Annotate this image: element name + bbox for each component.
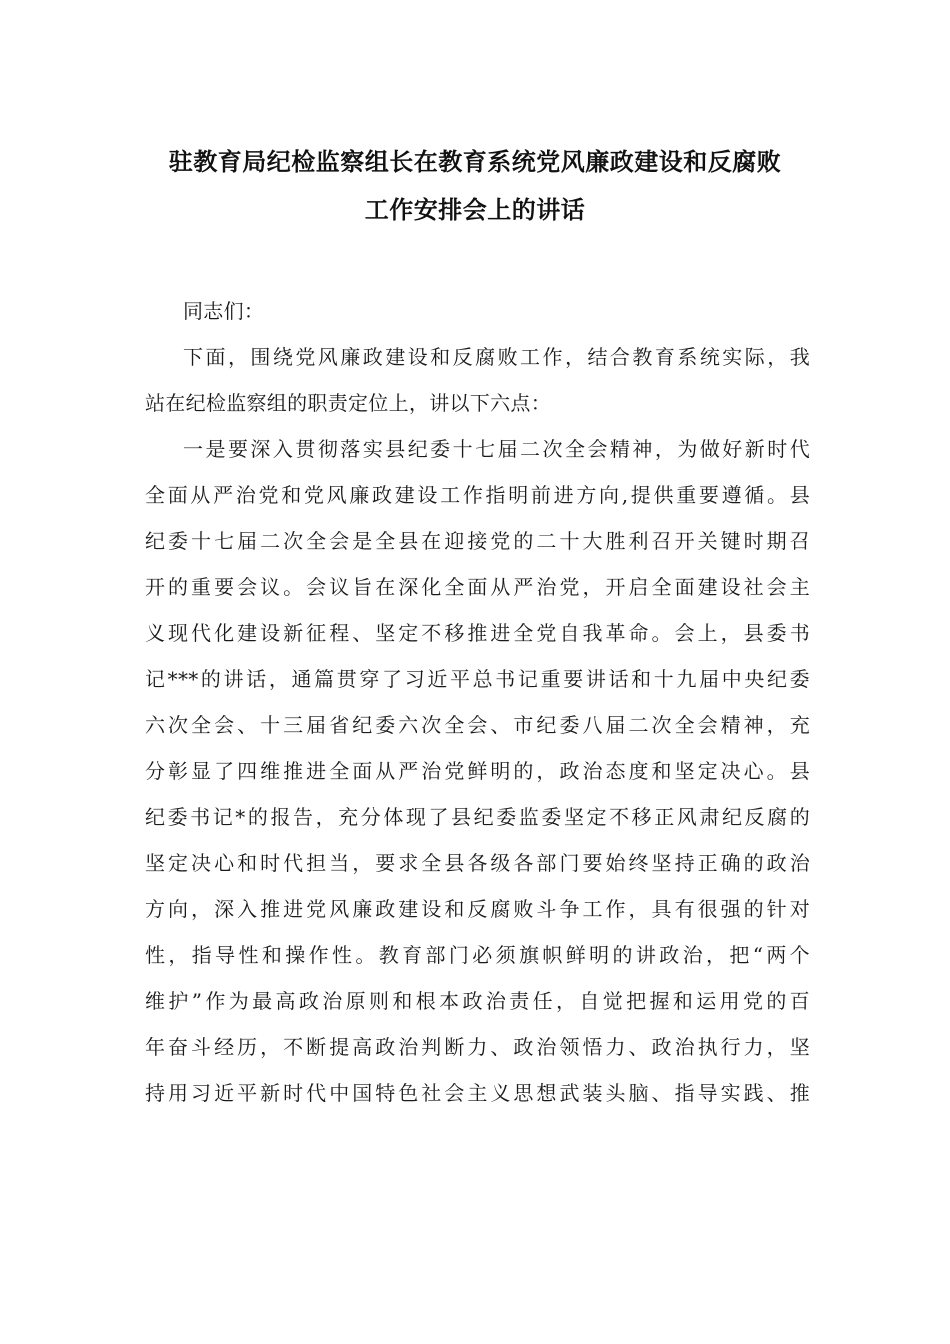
- title-line-2: 工作安排会上的讲话: [364, 195, 586, 224]
- paragraph-line: 一是要深入贯彻落实县纪委十七届二次全会精神，为做好新时代: [183, 437, 810, 461]
- paragraph-line: 方向，深入推进党风廉政建设和反腐败斗争工作，具有很强的针对: [145, 897, 810, 921]
- paragraph-line: 全面从严治党和党风廉政建设工作指明前进方向,提供重要遵循。县: [145, 483, 810, 507]
- paragraph-line: 坚定决心和时代担当，要求全县各级各部门要始终坚持正确的政治: [145, 851, 810, 875]
- paragraph-line: 开的重要会议。会议旨在深化全面从严治党，开启全面建设社会主: [145, 575, 810, 599]
- paragraph-line: 持用习近平新时代中国特色社会主义思想武装头脑、指导实践、推: [145, 1081, 810, 1105]
- paragraph-line: 年奋斗经历，不断提高政治判断力、政治领悟力、政治执行力，坚: [145, 1035, 810, 1059]
- paragraph-line: 站在纪检监察组的职责定位上，讲以下六点：: [145, 391, 551, 415]
- paragraph-line: 纪委书记*的报告，充分体现了县纪委监委坚定不移正风肃纪反腐的: [145, 805, 810, 829]
- title-line-1: 驻教育局纪检监察组长在教育系统党风廉政建设和反腐败: [168, 147, 782, 176]
- salutation: 同志们：: [183, 299, 265, 323]
- paragraph-line: 义现代化建设新征程、坚定不移推进全党自我革命。会上，县委书: [145, 621, 810, 645]
- document-body: [145, 288, 810, 1116]
- paragraph-line: 记***的讲话，通篇贯穿了习近平总书记重要讲话和十九届中央纪委: [145, 667, 810, 691]
- paragraph-line: 维护”作为最高政治原则和根本政治责任，自觉把握和运用党的百: [145, 989, 810, 1013]
- paragraph-line: 性，指导性和操作性。教育部门必须旗帜鲜明的讲政治，把“两个: [145, 943, 810, 967]
- paragraph-line: 六次全会、十三届省纪委六次全会、市纪委八届二次全会精神，充: [145, 713, 810, 737]
- paragraph-line: 分彰显了四维推进全面从严治党鲜明的，政治态度和坚定决心。县: [145, 759, 810, 783]
- document-title: [140, 138, 810, 234]
- paragraph-line: 下面，围绕党风廉政建设和反腐败工作，结合教育系统实际，我: [183, 345, 810, 369]
- paragraph-line: 纪委十七届二次全会是全县在迎接党的二十大胜利召开关键时期召: [145, 529, 810, 553]
